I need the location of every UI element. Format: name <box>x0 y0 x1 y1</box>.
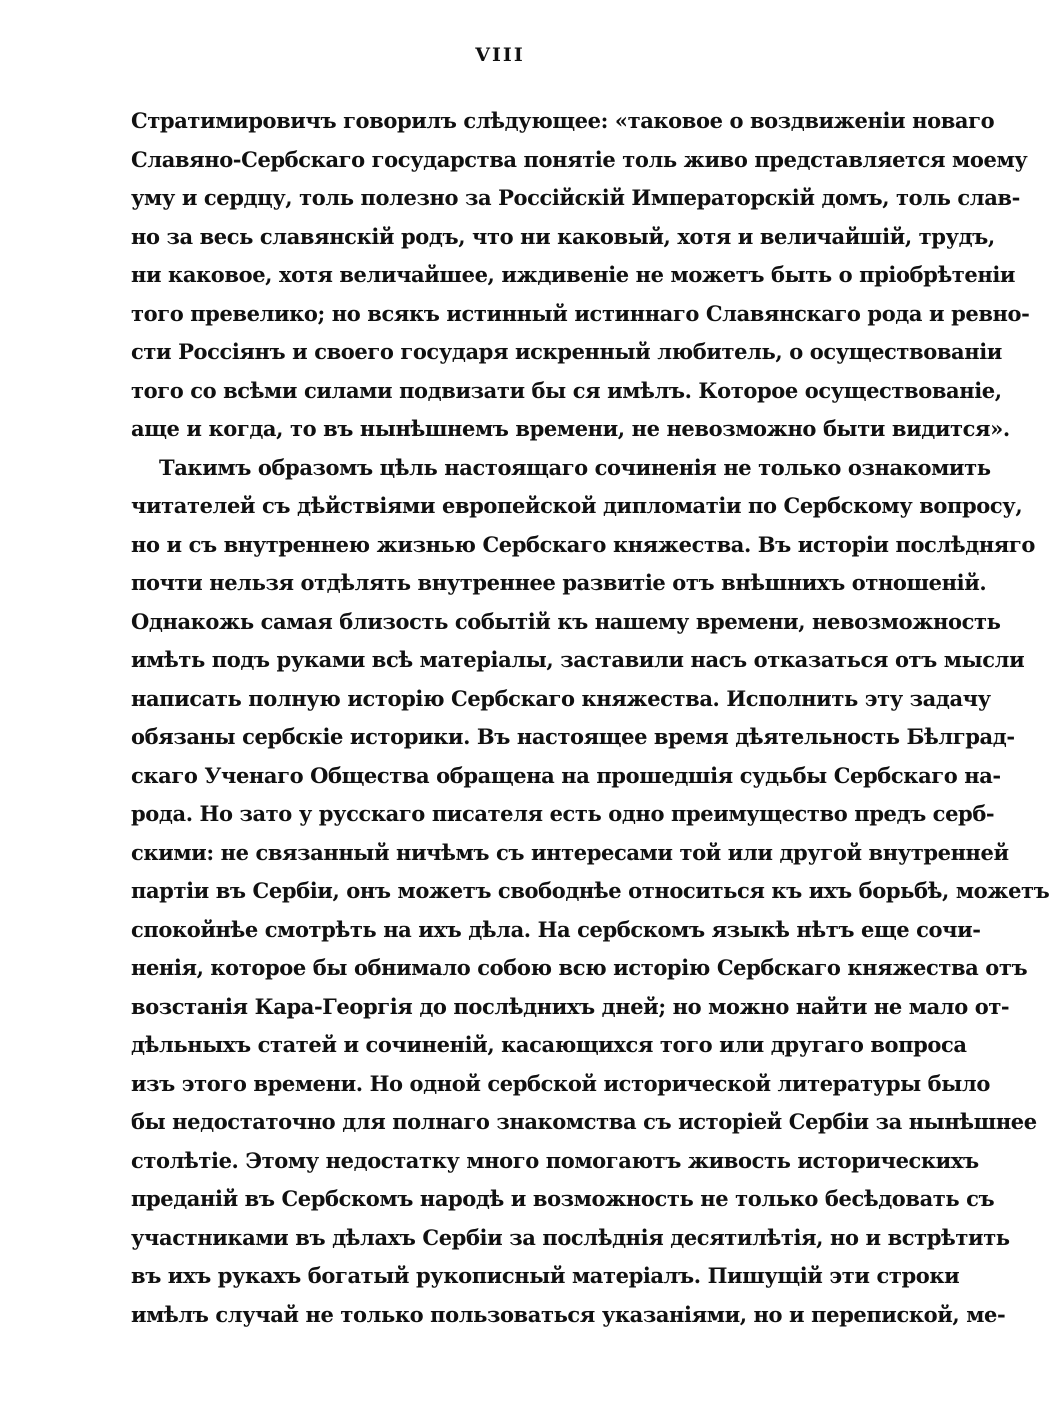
text-line: того со всѣми силами подвизати бы ся имѣлъ. Которое осуществованіе, <box>131 377 1002 403</box>
text-line: аще и когда, то въ нынѣшнемъ времени, не невозможно быти видится». <box>131 416 1010 441</box>
text-line: имѣлъ случай не только пользоваться указаніями, но и перепиской, ме- <box>131 1301 1006 1327</box>
text-line: въ ихъ рукахъ богатый рукописный матеріалъ. Пишущій эти строки <box>131 1263 960 1288</box>
text-line: того превелико; но всякъ истинный истиннаго Славянскаго рода и ревно- <box>131 300 1030 326</box>
text-line: бы недостаточно для полнаго знакомства съ исторіей Сербіи за нынѣшнее <box>131 1109 1037 1134</box>
text-line: скими: не связанный ничѣмъ съ интересами той или другой внутренней <box>131 839 1009 865</box>
text-line: дѣльныхъ статей и сочиненій, касающихся того или другаго вопроса <box>131 1032 967 1057</box>
text-line: но и съ внутреннею жизнью Сербскаго княжества. Въ исторіи послѣдняго <box>131 531 1035 557</box>
page-number: VIII <box>475 44 525 66</box>
text-line: преданій въ Сербскомъ народѣ и возможность не только бесѣдовать съ <box>131 1186 995 1211</box>
body-text <box>131 102 1049 1334</box>
text-line: ненія, которое бы обнимало собою всю исторію Сербскаго княжества отъ <box>131 955 1028 980</box>
text-line: возстанія Кара-Георгія до послѣднихъ дней; но можно найти не мало от- <box>131 993 1010 1019</box>
text-line: спокойнѣе смотрѣть на ихъ дѣла. На сербскомъ языкѣ нѣтъ еще сочи- <box>131 916 981 942</box>
text-line: ни каковое, хотя величайшее, иждивеніе не можетъ быть о пріобрѣтеніи <box>131 262 1016 287</box>
text-line: читателей съ дѣйствіями европейской дипломатіи по Сербскому вопросу, <box>131 493 1023 518</box>
text-line: скаго Ученаго Общества обращена на прошедшія судьбы Сербскаго на- <box>131 762 1001 788</box>
text-line: Однакожь самая близость событій къ нашему времени, невозможность <box>131 608 1001 634</box>
text-line: изъ этого времени. Но одной сербской исторической литературы было <box>131 1070 990 1096</box>
text-line: Такимъ образомъ цѣль настоящаго сочиненія не только ознакомить <box>159 454 991 480</box>
text-line: рода. Но зато у русскаго писателя есть одно преимущество предъ серб- <box>131 801 995 826</box>
text-line: но за весь славянскій родъ, что ни каковый, хотя и величайшій, трудъ, <box>131 223 995 249</box>
text-line: Славяно-Сербскаго государства понятіе толь живо представляется моему <box>131 146 1028 172</box>
text-line: имѣть подъ руками всѣ матеріалы, заставили насъ отказаться отъ мысли <box>131 647 1025 672</box>
text-line: написать полную исторію Сербскаго княжества. Исполнить эту задачу <box>131 685 991 711</box>
text-line: почти нельзя отдѣлять внутреннее развитіе отъ внѣшнихъ отношеній. <box>131 570 987 595</box>
text-line: участниками въ дѣлахъ Сербіи за послѣднія десятилѣтія, но и встрѣтить <box>131 1224 1010 1250</box>
text-line: Стратимировичъ говорилъ слѣдующее: «таковое о воздвиженіи новаго <box>131 108 995 133</box>
text-line: партіи въ Сербіи, онъ можетъ свободнѣе относиться къ ихъ борьбѣ, можетъ <box>131 878 1049 903</box>
text-line: обязаны сербскіе историки. Въ настоящее время дѣятельность Бѣлград- <box>131 724 1015 749</box>
text-line: столѣтіе. Этому недостатку много помогаютъ живость историческихъ <box>131 1147 979 1173</box>
text-line: уму и сердцу, толь полезно за Россійскій Императорскій домъ, толь слав- <box>131 185 1020 210</box>
text-line: сти Россіянъ и своего государя искренный любитель, о осуществованіи <box>131 339 1002 364</box>
